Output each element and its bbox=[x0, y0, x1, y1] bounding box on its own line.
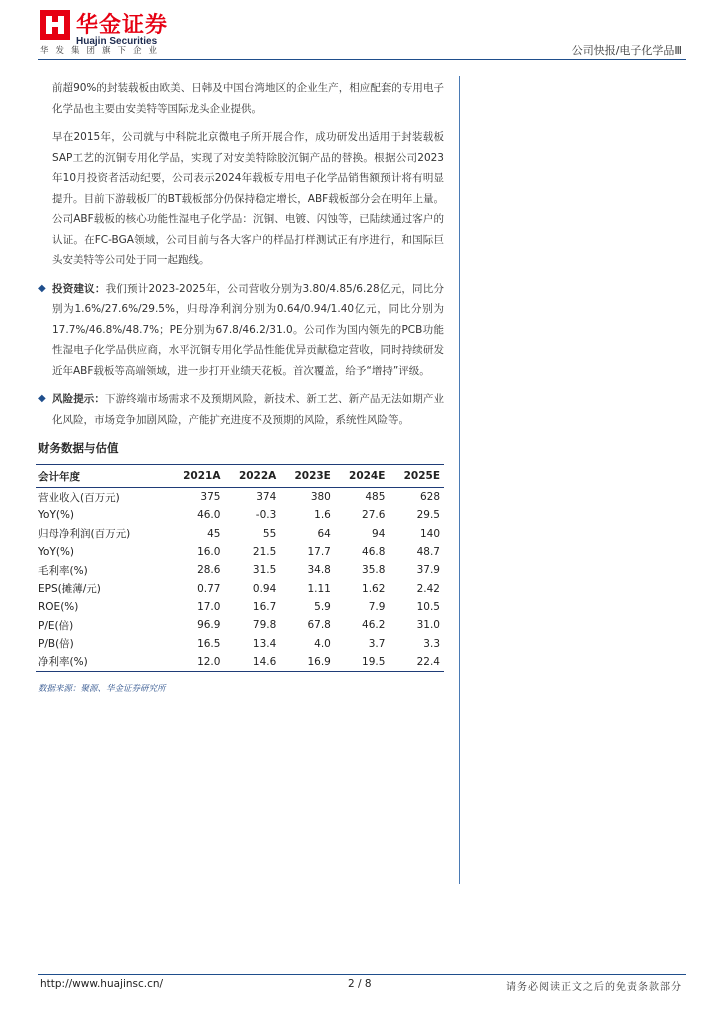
diamond-bullet-icon: ◆ bbox=[38, 393, 46, 404]
table-cell: 374 bbox=[256, 491, 277, 504]
table-cell: 628 bbox=[419, 491, 440, 504]
row-label: 毛利率(%) bbox=[38, 564, 88, 577]
row-label: YoY(%) bbox=[38, 509, 75, 522]
table-cell: 29.5 bbox=[416, 509, 440, 522]
table-cell: 46.2 bbox=[362, 619, 386, 632]
table-row bbox=[36, 543, 444, 561]
table-cell: 140 bbox=[419, 527, 440, 540]
column-header: 2022A bbox=[224, 465, 280, 488]
table-cell: -0.3 bbox=[255, 509, 277, 522]
table-cell: 37.9 bbox=[416, 564, 440, 577]
investment-advice-label: 投资建议： bbox=[52, 282, 106, 295]
investment-advice-text: 我们预计2023-2025年，公司营收分别为3.80/4.85/6.28亿元，同比分别为1.6%/27.6%/29.5%，归母净利润分别为0.64/0.94/1.40亿元，同比分别为17.7%/46.8%/48.7%；PE分别为67.8/46.2/31.0。公司作为国内领先的PCB功能性湿电子化学品供应商，水平沉铜专用化学品性能优异贡献稳定营收，同时持续研发近年ABF载板等高端领域，进一步打开业绩天花板。首次覆盖，给予“增持”评级。 bbox=[52, 282, 444, 377]
table-cell: 0.77 bbox=[197, 582, 221, 595]
document-category-title: 公司快报/电子化学品Ⅲ bbox=[571, 44, 682, 57]
paragraph-company-progress: 早在2015年，公司就与中科院北京微电子所开展合作，成功研发出适用于封装载板SAP工艺的沉铜专用化学品，实现了对安美特除胶沉铜产品的替换。根据公司2023年10月投资者活动纪要，公司表示2024年载板专用电子化学品销售额预计将有明显提升。目前下游载板厂的BT载板部分仍保持稳定增长，ABF载板部分会在明年上量。公司ABF载板的核心功能性湿电子化学品：沉铜、电镀、闪蚀等，已陆续通过客户的认证。在FC-BGA领域，公司目前与各大客户的样品打样测试正有序进行，和国际巨头安美特等公司处于同一起跑线。 bbox=[52, 131, 444, 266]
table-cell: 67.8 bbox=[307, 619, 331, 632]
column-header: 2025E bbox=[389, 465, 444, 488]
table-cell: 380 bbox=[310, 491, 331, 504]
column-header: 会计年度 bbox=[36, 465, 169, 488]
diamond-bullet-icon: ◆ bbox=[38, 282, 46, 294]
table-cell: 0.94 bbox=[252, 582, 277, 595]
table-cell: 94 bbox=[372, 527, 386, 540]
table-cell: 35.8 bbox=[362, 564, 386, 577]
table-cell: 22.4 bbox=[389, 653, 444, 672]
row-label: P/B(倍) bbox=[38, 638, 74, 651]
table-row bbox=[36, 561, 444, 579]
table-cell: 16.0 bbox=[197, 546, 221, 559]
report-body bbox=[38, 78, 445, 438]
sidebar-divider bbox=[459, 76, 460, 884]
table-cell: 16.9 bbox=[280, 653, 335, 672]
column-header: 2021A bbox=[169, 465, 225, 488]
risk-warning-text: 下游终端市场需求不及预期风险，新技术、新工艺、新产品无法如期产业化风险，市场竞争加剧风险，产能扩充进度不及预期的风险，系统性风险等。 bbox=[52, 393, 445, 426]
table-row bbox=[36, 634, 444, 652]
table-cell: 17.0 bbox=[197, 600, 221, 613]
table-cell: 3.7 bbox=[368, 637, 386, 650]
table-cell: 16.7 bbox=[252, 600, 277, 613]
table-cell: 55 bbox=[262, 527, 277, 540]
logo-english-name: Huajin Securities bbox=[76, 36, 158, 47]
table-cell: 46.8 bbox=[362, 546, 386, 559]
table-cell: 10.5 bbox=[416, 600, 440, 613]
table-cell: 16.5 bbox=[197, 637, 221, 650]
table-cell: 3.3 bbox=[423, 637, 440, 650]
financial-data-table bbox=[36, 464, 444, 672]
investment-advice bbox=[38, 279, 444, 382]
row-label: ROE(%) bbox=[38, 600, 79, 613]
table-cell: 7.9 bbox=[368, 600, 386, 613]
table-cell: 21.5 bbox=[252, 546, 277, 559]
table-cell: 1.62 bbox=[362, 582, 386, 595]
table-cell: 1.11 bbox=[307, 582, 331, 595]
table-cell: 31.5 bbox=[252, 564, 277, 577]
logo-chinese-name: 华金证券 bbox=[76, 13, 169, 38]
row-label: 归母净利润(百万元) bbox=[38, 528, 131, 541]
table-cell: 5.9 bbox=[314, 600, 331, 613]
table-body bbox=[36, 488, 444, 672]
risk-warning bbox=[38, 389, 445, 430]
table-cell: 34.8 bbox=[307, 564, 331, 577]
table-cell: 2.42 bbox=[416, 582, 440, 595]
table-cell: 19.5 bbox=[335, 653, 390, 672]
table-cell: 31.0 bbox=[416, 619, 440, 632]
table-cell: 13.4 bbox=[252, 637, 277, 650]
table-cell: 14.6 bbox=[224, 653, 280, 672]
table-row bbox=[36, 488, 444, 507]
table-cell: 46.0 bbox=[197, 509, 221, 522]
table-row bbox=[36, 525, 444, 543]
column-header: 2023E bbox=[280, 465, 335, 488]
table-row bbox=[36, 616, 444, 634]
table-cell: 27.6 bbox=[362, 509, 386, 522]
page-number: 2 / 8 bbox=[348, 978, 372, 990]
row-label: EPS(摊薄/元) bbox=[38, 583, 101, 596]
table-cell: 96.9 bbox=[197, 619, 221, 632]
financial-table-title: 财务数据与估值 bbox=[38, 441, 119, 455]
footer-website-link[interactable]: http://www.huajinsc.cn/ bbox=[40, 978, 164, 990]
table-cell: 12.0 bbox=[169, 653, 225, 672]
row-label: 营业收入(百万元) bbox=[38, 491, 120, 504]
table-cell: 45 bbox=[207, 527, 221, 540]
table-row bbox=[36, 598, 444, 616]
table-cell: 48.7 bbox=[416, 546, 440, 559]
header-divider bbox=[38, 59, 686, 60]
huajin-logo-mark-icon bbox=[40, 10, 70, 40]
column-header: 2024E bbox=[335, 465, 390, 488]
risk-warning-label: 风险提示： bbox=[52, 393, 105, 405]
table-cell: 4.0 bbox=[314, 637, 331, 650]
table-cell: 79.8 bbox=[252, 619, 277, 632]
row-label: 净利率(%) bbox=[36, 653, 169, 672]
table-row bbox=[36, 579, 444, 597]
footer-divider bbox=[38, 974, 686, 975]
table-cell: 1.6 bbox=[314, 509, 331, 522]
table-row bbox=[36, 653, 444, 672]
table-row bbox=[36, 506, 444, 524]
data-source-note: 数据来源：聚源、华金证券研究所 bbox=[38, 684, 166, 694]
table-cell: 64 bbox=[317, 527, 331, 540]
disclaimer-note: 请务必阅读正文之后的免责条款部分 bbox=[506, 982, 682, 993]
logo-motto: 华发集团旗下企业 bbox=[40, 46, 165, 56]
table-cell: 28.6 bbox=[197, 564, 221, 577]
table-cell: 485 bbox=[365, 491, 386, 504]
table-cell: 17.7 bbox=[307, 546, 331, 559]
table-cell: 375 bbox=[200, 491, 221, 504]
row-label: P/E(倍) bbox=[38, 619, 74, 632]
table-header-row bbox=[36, 465, 444, 488]
paragraph-substrate-market: 前超90%的封装载板由欧美、日韩及中国台湾地区的企业生产，相应配套的专用电子化学品也主要由安美特等国际龙头企业提供。 bbox=[52, 82, 444, 115]
row-label: YoY(%) bbox=[38, 546, 75, 559]
